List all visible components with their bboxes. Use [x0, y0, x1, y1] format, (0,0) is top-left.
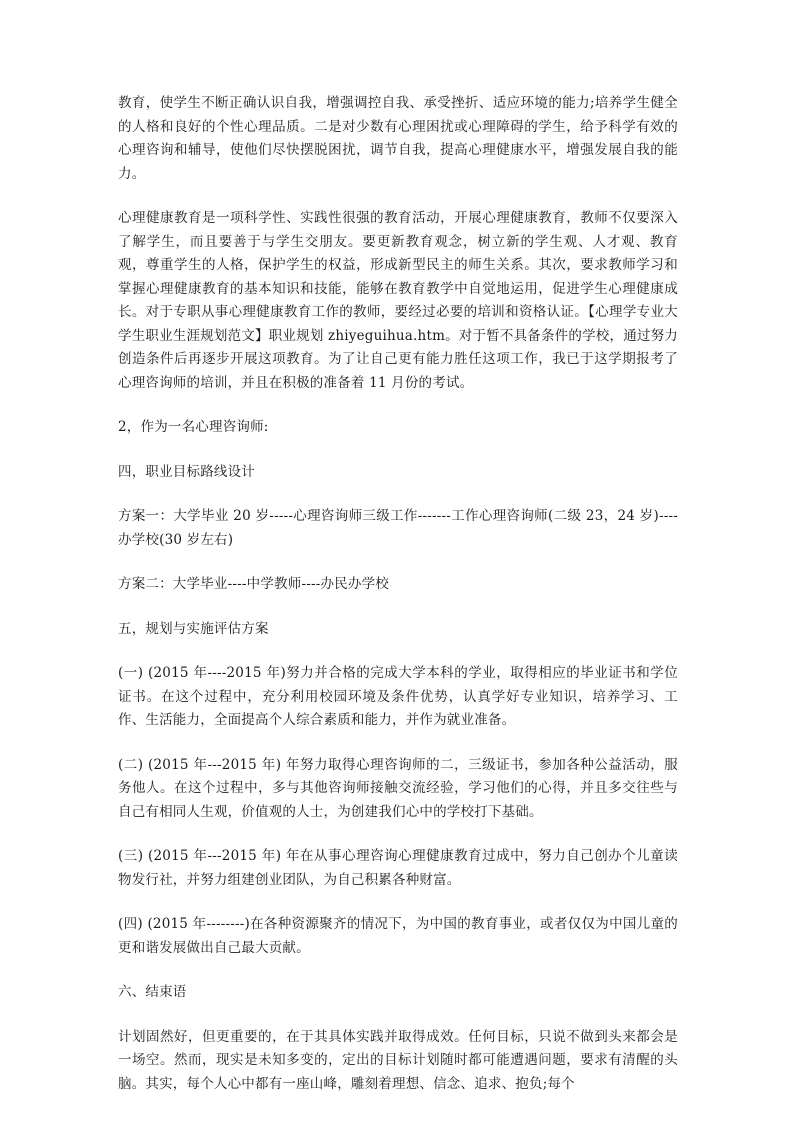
- section-heading-career-route: 四，职业目标路线设计: [118, 463, 255, 480]
- item-as-counselor: 2，作为一名心理咨询师:: [118, 419, 269, 435]
- document-page: [118, 92, 678, 1096]
- paragraph-intro-education: 教育，使学生不断正确认识自我，增强调控自我、承受挫折、适应环境的能力;培养学生健全的人格和良好的个性心理品质。二是对少数有心理困扰或心理障碍的学生，给予科学有效的心理咨询和辅导，使他们尽快摆脱困扰，调节自我，提高心理健康水平，增强发展自我的能力。: [118, 95, 678, 182]
- paragraph-conclusion: 计划固然好，但更重要的，在于其具体实践并取得成效。任何目标，只说不做到头来都会是一场空。然而，现实是未知多变的，定出的目标计划随时都可能遭遇问题，要求有清醒的头脑。其实，每个人心中都有一座山峰，雕刻着理想、信念、追求、抱负;每个: [118, 1028, 678, 1092]
- stage-one: (一) (2015 年----2015 年)努力并合格的完成大学本科的学业，取得相应的毕业证书和学位证书。在这个过程中，充分利用校园环境及条件优势，认真学好专业知识，培养学习、工作、生活能力，全面提高个人综合素质和能力，并作为就业准备。: [118, 665, 678, 728]
- paragraph-mental-health-education: 心理健康教育是一项科学性、实践性很强的教育活动，开展心理健康教育，教师不仅要深入了解学生，而且要善于与学生交朋友。要更新教育观念，树立新的学生观、人才观、教育观，尊重学生的人格，保护学生的权益，形成新型民主的师生关系。其次，要求教师学习和掌握心理健康教育的基本知识和技能，能够在教育教学中自觉地运用，促进学生心理健康成长。对于专职从事心理健康教育工作的教师，要经过必要的培训和资格认证。【心理学专业大学生职业生涯规划范文】职业规划 zhiyeguihua.htm。对于暂不具备条件的学校，通过努力创造条件后再逐步开展这项教育。为了让自己更有能力胜任这项工作，我已于这学期报考了心理咨询师的培训，并且在积极的准备着 11 月份的考试。: [118, 210, 678, 391]
- stage-two: (二) (2015 年---2015 年) 年努力取得心理咨询师的二，三级证书，参加各种公益活动，服务他人。在这个过程中，多与其他咨询师接触交流经验，学习他们的心得，并且多交往些与自己有相同人生观，价值观的人士，为创建我们心中的学校打下基础。: [118, 756, 678, 820]
- plan-two: 方案二：大学毕业----中学教师----办民办学校: [118, 576, 389, 592]
- section-heading-evaluation: 五，规划与实施评估方案: [118, 620, 269, 637]
- plan-one: 方案一：大学毕业 20 岁-----心理咨询师三级工作-------工作心理咨询师(二级 23，24 岁)----办学校(30 岁左右): [118, 508, 678, 548]
- stage-four: (四) (2015 年--------)在各种资源聚齐的情况下，为中国的教育事业，或者仅仅为中国儿童的更和谐发展做出自己最大贡献。: [118, 916, 678, 956]
- section-heading-conclusion: 六、结束语: [118, 984, 187, 1000]
- stage-three: (三) (2015 年---2015 年) 年在从事心理咨询心理健康教育过成中，努力自己创办个儿童读物发行社，并努力组建创业团队，为自己积累各种财富。: [118, 848, 678, 888]
